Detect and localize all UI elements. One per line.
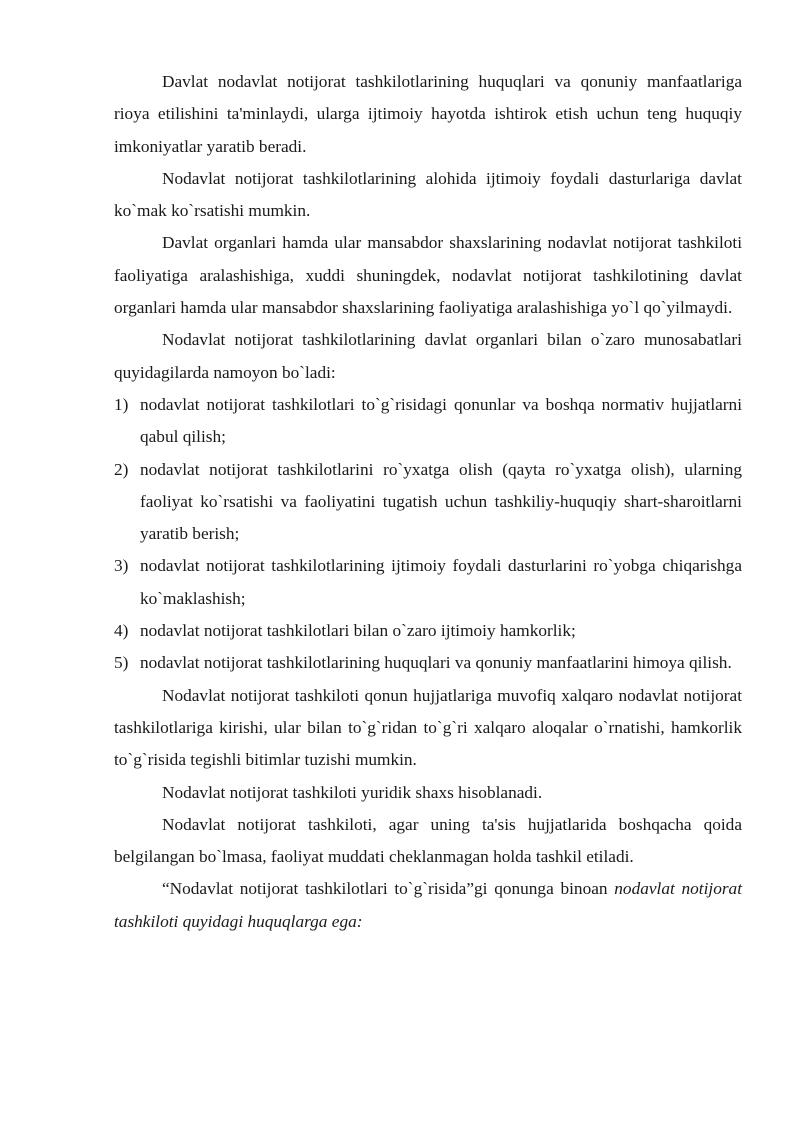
list-item-number: 4) — [114, 621, 129, 641]
paragraph-state-guarantees: Davlat nodavlat notijorat tashkilotlarining huquqlari va qonuniy manfaatlariga rioya etilishini ta'minlaydi, ularga ijtimoiy hayotda ishtirok etish uchun teng huquqiy imkoniyatlar yaratib beradi. — [114, 72, 742, 156]
relations-list — [114, 389, 742, 680]
document-page — [114, 66, 742, 938]
list-item-text: nodavlat notijorat tashkilotlari bilan o`zaro ijtimoiy hamkorlik; — [140, 621, 576, 641]
paragraph-international: Nodavlat notijorat tashkiloti qonun hujjatlariga muvofiq xalqaro nodavlat notijorat tashkilotlariga kirishi, ular bilan to`g`ridan to`g`ri xalqaro aloqalar o`rnatishi, hamkorlik to`g`risida tegishli bitimlar tuzishi mumkin. — [114, 685, 742, 770]
list-item — [114, 454, 742, 551]
paragraph-non-interference: Davlat organlari hamda ular mansabdor shaxslarining nodavlat notijorat tashkiloti faoliyatiga aralashishiga, xuddi shuningdek, nodavlat notijorat tashkilotining davlat organlari hamda ular mansabdor shaxslarining faoliyatiga aralashishiga yo`l qo`yilmaydi. — [114, 233, 742, 318]
list-item — [114, 389, 742, 454]
list-item-number: 3) — [114, 556, 129, 576]
paragraph-rights-intro — [114, 873, 742, 938]
list-item-number: 2) — [114, 459, 129, 479]
list-item-text: nodavlat notijorat tashkilotlarining huquqlari va qonuniy manfaatlarini himoya qilish. — [140, 653, 732, 673]
paragraph-relations-intro: Nodavlat notijorat tashkilotlarining davlat organlari bilan o`zaro munosabatlari quyidagilarda namoyon bo`ladi: — [114, 330, 742, 382]
list-item — [114, 615, 742, 647]
list-item — [114, 550, 742, 615]
paragraph-duration: Nodavlat notijorat tashkiloti, agar uning ta'sis hujjatlarida boshqacha qoida belgilangan bo`lmasa, faoliyat muddati cheklanmagan holda tashkil etiladi. — [114, 814, 742, 867]
list-item — [114, 647, 742, 679]
paragraph-legal-entity: Nodavlat notijorat tashkiloti yuridik shaxs hisoblanadi. — [162, 782, 543, 802]
list-item-number: 5) — [114, 653, 129, 673]
rights-intro-plain: “Nodavlat notijorat tashkilotlari to`g`risida”gi qonunga binoan — [162, 879, 615, 899]
list-item-text: nodavlat notijorat tashkilotlarining ijtimoiy foydali dasturlarini ro`yobga chiqarishga ko`maklashish; — [140, 556, 742, 608]
list-item-number: 1) — [114, 394, 129, 414]
rights-intro-italic: nodavlat notijorat tashkiloti quyidagi huquqlarga ega: — [114, 879, 743, 931]
list-item-text: nodavlat notijorat tashkilotlarini ro`yxatga olish (qayta ro`yxatga olish), ularning faoliyat ko`rsatishi va faoliyatini tugatish uchun tashkiliy-huquqiy shart-sharoitlarni yaratib berish; — [140, 459, 742, 544]
paragraph-state-support: Nodavlat notijorat tashkilotlarining alohida ijtimoiy foydali dasturlariga davlat ko`mak ko`rsatishi mumkin. — [114, 168, 742, 221]
list-item-text: nodavlat notijorat tashkilotlari to`g`risidagi qonunlar va boshqa normativ hujjatlarni qabul qilish; — [140, 394, 742, 447]
